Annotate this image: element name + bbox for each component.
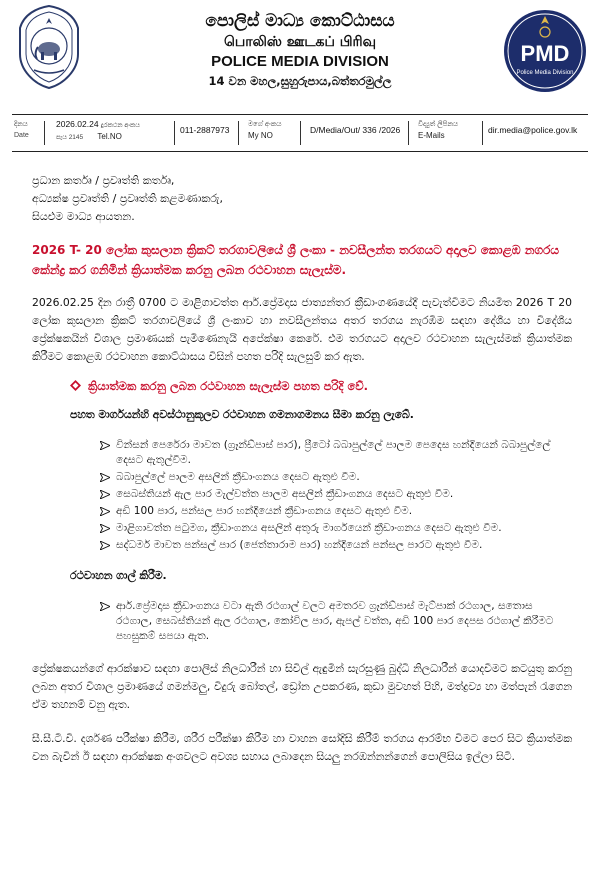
arrow-bullet-icon <box>100 541 110 550</box>
arrow-bullet-icon <box>100 473 110 482</box>
restriction-list <box>32 438 572 553</box>
addressee-block <box>32 172 572 226</box>
divider <box>300 121 301 145</box>
list-item: සද්ධර්ම මාවත පන්සල් පාර (ජෙත්තාරාම පාර) හන්දියෙන් පන්සල පාරට ඇතුළු වීම. <box>102 538 572 553</box>
pmd-logo-text: PMD <box>520 41 570 66</box>
list-item: ආර්.ප්‍රේමදාස ක්‍රීඩාංගනය වටා ඇති රථගාල් වලට අමතරව ග්‍රෑන්ඩ්පාස් මැට්පාක් රථගාල, සතොස රථගාල, සෙබස්තියන් ඇල රථගාල, කෝවිල පාර, ඇපල් වත්ත, අඩි 100 පාර දෙපස රථගාල් කිරීමට පහසුකම් සපයා ඇත. <box>102 599 572 644</box>
arrow-bullet-icon <box>100 602 110 611</box>
date-value: 2026.02.24 <box>56 119 99 129</box>
my-no-value: D/Media/Out/ 336 /2026 <box>310 125 401 135</box>
sri-lanka-police-emblem-icon <box>14 4 84 90</box>
addressee-line: ප්‍රධාන කර්තෘ / ප්‍රවෘත්ති කර්තෘ, <box>32 174 175 187</box>
security-paragraph: ප්‍රේක්ෂකයන්ගේ ආරක්ෂාව සඳහා පොලිස් නිලධාරීන් හා සිවිල් ඇඳුමින් සැරසුණු බුද්ධි නිලධාරීන් යොදවීමට කටයුතු කරනු ලබන අතර විශාල ප්‍රමාණයේ ගමන්මලු, විදුරු බෝතල්, ඩ්‍රෝන උපකරණ, කුඩා මුවහත් පිහි, මත්ද්‍රව්‍ය හා මත්පැන් රැගෙන ඒම තහනම් වනු ඇත. <box>32 662 572 711</box>
restriction-heading: පහත මාර්ගයන්හි අවස්ථානුකූලව රථවාහන ගමනාගමනය සීමා කරනු ලැබේ. <box>70 408 414 421</box>
date-label: දිනය Date <box>14 121 29 139</box>
letterhead <box>0 0 600 110</box>
arrow-bullet-icon <box>100 524 110 533</box>
intro-paragraph: 2026.02.25 දින රාත්‍රී 0700 ට මාළිගාවත්ත ආර්.ප්‍රේමදාස ජාත්‍යන්තර ක්‍රීඩාංගණයේදී පැවැත්වීමට නියමිත 2026 T 20 ලෝක කුසලාන ක්‍රිකට් තරගාවලියේ ශ්‍රී ලංකාව හා නවසීලන්තය අතර තරගය නැරඹීම සඳහා දේශීය හා විදේශීය ප්‍රේක්ෂකයින් විශාල ප්‍රමාණයක් පැමිණෙනැයි අපේක්ෂා කෙරේ. එම තරගයට අදාලව රථවාහන සැලැස්මක් ක්‍රියාත්මක කිරීමට කොළඹ රථවාහන කොට්ඨාසය විසින් පහත පරිදි සැලසුම් කර ඇත. <box>32 296 572 363</box>
list-item: බබාපුල්ලේ පාලම අසලින් ක්‍රීඩාංගනය දෙසට ඇතුළු වීම. <box>102 470 572 485</box>
title-sinhala: පොලිස් මාධ්‍ය කොට්ඨාසය <box>205 11 395 31</box>
tel-extra: පැය 2145 <box>56 134 84 141</box>
addressee-line: අධ්‍යක්ෂ ප්‍රවෘත්ති / ප්‍රවෘත්ති කළමණාකරු, <box>32 192 223 205</box>
letterhead-titles <box>150 10 450 90</box>
arrow-bullet-icon <box>100 490 110 499</box>
list-item: වින්සන් පෙරේරා මාවත (ග්‍රෑන්ඩ්පාස් පාර), ප්‍රීටෝ බබාපුල්ලේ පාලම පෙදෙස හන්දියෙන් බබාපුල්ලේ දෙසට ඇතුල්වීම. <box>102 438 572 468</box>
divider <box>44 121 45 145</box>
traffic-plan-heading <box>32 376 572 396</box>
list-item: අඩි 100 පාර, පන්සල පාර හන්දියෙන් ක්‍රීඩාංගනය දෙසට ඇතුළු වීම. <box>102 504 572 519</box>
list-item: මාළිගාවත්ත පටුමග, ක්‍රීඩාංගනය අසලින් අතුරු මාර්ගයෙන් ක්‍රීඩාංගනය දෙසට ඇතුළු වීම. <box>102 521 572 536</box>
arrow-bullet-icon <box>100 441 110 450</box>
tel-value: 011-2887973 <box>180 125 230 135</box>
date-block <box>56 119 140 143</box>
divider <box>238 121 239 145</box>
letter-subject: 2026 T- 20 ලෝක කුසලාන ක්‍රිකට් තරගාවලියේ ශ්‍රී ලංකා - නවසීලන්ත තරගයට අදාලව කොළඹ නගරය කේන්ද්‍ර කර ගනිමින් ක්‍රියාත්මක කරනු ලබන රථවාහන සැලැස්ම. <box>32 243 559 277</box>
tel-label: Tel.NO <box>97 132 122 141</box>
divider <box>174 121 175 145</box>
traffic-plan-heading-text: ක්‍රියාත්මක කරනු ලබන රථවාහන සැලැස්ම පහත පරිදි වේ. <box>88 379 368 393</box>
pmd-logo-caption: Police Media Division <box>516 70 574 76</box>
parking-heading: රථවාහන ගාල් කිරීම. <box>70 569 167 582</box>
pmd-logo-icon <box>502 8 588 94</box>
tel-label-sinhala: දුරකථන අංකය <box>100 122 140 129</box>
arrow-bullet-icon <box>100 507 110 516</box>
my-no-label: මගේ අංකය My NO <box>248 121 282 140</box>
parking-list <box>32 599 572 644</box>
letter-body <box>32 172 572 766</box>
addressee-line: සියළුම මාධ්‍ය ආයතන. <box>32 210 135 223</box>
office-address: 14 වන මහල,සුහුරුපාය,බත්තරමුල්ල <box>208 74 392 88</box>
reference-info-bar <box>12 114 588 152</box>
cctv-paragraph: සී.සී.ටී.වී. දර්ශණ පරීක්ෂා කිරීම, ශරීර පරීක්ෂා කිරීම හා වාහන සෝදිසි කිරීම් තරගය ආරම්භ වීමට පෙර සිට ක්‍රියාත්මක වන බැවින් ඊ සඳහා ආරක්ෂක අංශවලට අවශ්‍ය සහාය ලබාදෙන සියලු නරඹන්නන්ගෙන් පොලිසිය ඉල්ලා සිටී. <box>32 732 572 763</box>
divider <box>408 121 409 145</box>
title-tamil: பொலிஸ் ஊடகப் பிரிவு <box>223 34 377 50</box>
list-item: සෙබස්තියන් ඇල පාර මැල්වත්ත පාලම අසලින් ක්‍රීඩාංගනය දෙසට ඇතුළු වීම. <box>102 487 572 502</box>
title-english: POLICE MEDIA DIVISION <box>211 53 389 70</box>
divider <box>482 121 483 145</box>
email-value: dir.media@police.gov.lk <box>488 125 578 135</box>
diamond-bullet-icon <box>70 380 81 391</box>
email-label: විද්‍යුත් ලිපිනය E-Mails <box>418 121 459 140</box>
